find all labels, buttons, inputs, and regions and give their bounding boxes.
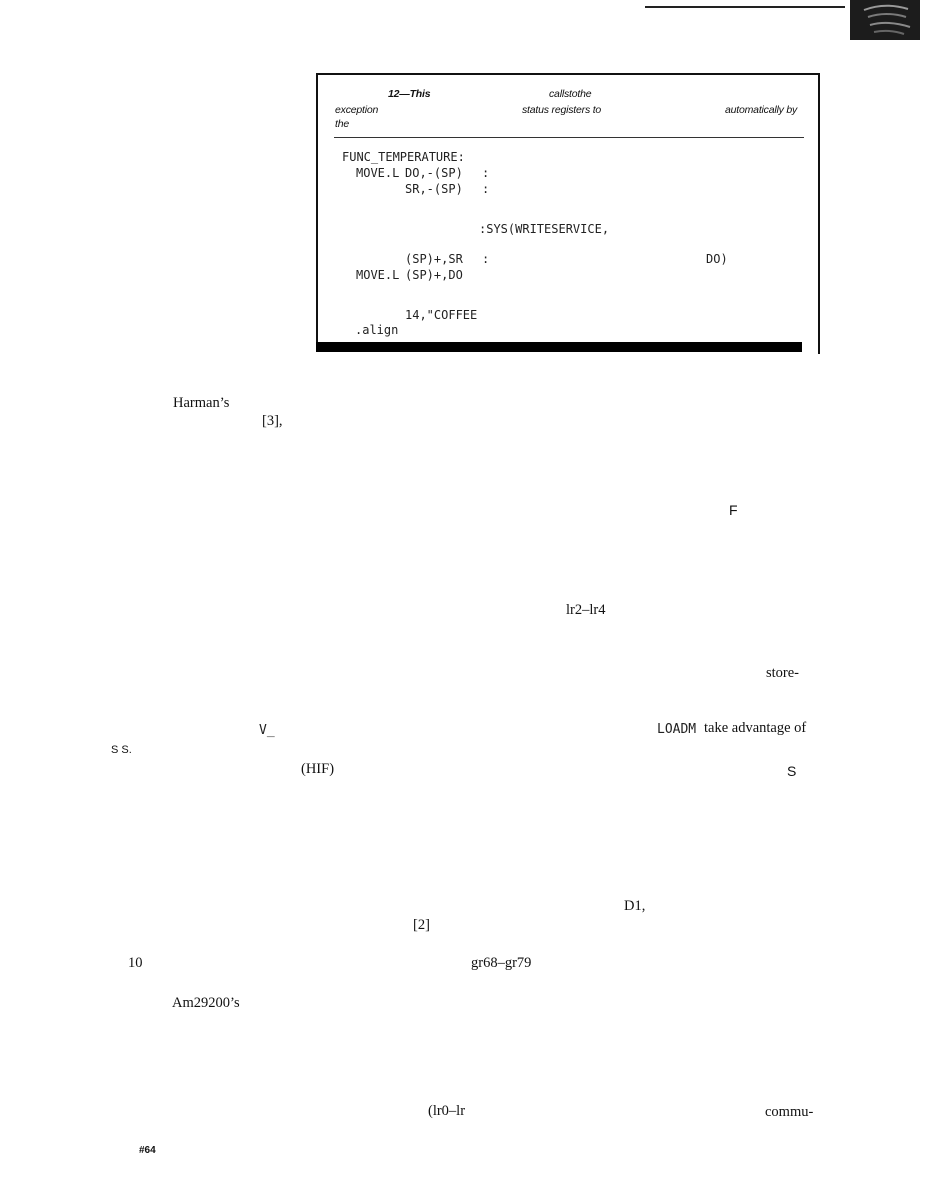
text-commu: commu- — [765, 1104, 814, 1120]
text-hif: (HIF) — [301, 761, 335, 777]
code-func-label: FUNC_TEMPERATURE: — [342, 150, 465, 164]
text-lr0: (lr0–lr — [428, 1103, 466, 1119]
code-line6-arg: 14,"COFFEE — [405, 308, 478, 322]
text-gr: gr68–gr79 — [471, 955, 532, 971]
listing-bottom-bar — [316, 342, 802, 352]
listing-left-border — [316, 73, 318, 352]
code-line5-arg: (SP)+,DO — [405, 268, 463, 282]
text-f: F — [729, 502, 738, 518]
code-line3-comment: :SYS(WRITESERVICE, — [479, 222, 610, 236]
listing-right-border — [818, 73, 820, 354]
text-am: Am29200’s — [172, 995, 240, 1011]
code-line4-arg: (SP)+,SR — [405, 252, 463, 266]
code-line1-sep: : — [482, 166, 490, 180]
code-line5-op: MOVE.L — [356, 268, 400, 282]
code-line4-sep: : — [482, 252, 490, 266]
code-line4-comment: DO) — [706, 252, 728, 266]
listing-top-border — [316, 73, 820, 75]
code-line2-arg: SR,-(SP) — [405, 182, 463, 196]
text-ten: 10 — [128, 955, 143, 971]
text-loadm: LOADM — [657, 722, 697, 737]
text-loadm-tail: take advantage of — [704, 720, 807, 736]
code-line1-op: MOVE.L — [356, 166, 400, 180]
caption-figure: 12—This — [388, 88, 431, 100]
text-ref3: [3], — [262, 413, 283, 429]
caption-status: status registers to — [522, 104, 602, 116]
text-ref2: [2] — [413, 917, 430, 933]
caption-calls: callstothe — [549, 88, 592, 100]
text-v: V_ — [259, 723, 275, 738]
caption-the: the — [335, 118, 349, 130]
text-ss: S S. — [111, 744, 132, 756]
text-store: store- — [766, 665, 800, 681]
text-lr2: lr2–lr4 — [566, 602, 606, 618]
caption-exception: exception — [335, 104, 379, 116]
header-logo-graphic — [850, 0, 920, 40]
text-d1: D1, — [624, 898, 646, 914]
header-rule — [645, 6, 845, 8]
text-s: S — [787, 763, 797, 779]
code-line1-arg: DO,-(SP) — [405, 166, 463, 180]
caption-rule — [334, 137, 804, 138]
text-harman: Harman’s — [173, 395, 230, 411]
page-number: #64 — [139, 1145, 156, 1156]
code-line7-op: .align — [355, 323, 399, 337]
code-line2-sep: : — [482, 182, 490, 196]
header-logo-block — [850, 0, 920, 40]
caption-auto: automatically by — [725, 104, 798, 116]
